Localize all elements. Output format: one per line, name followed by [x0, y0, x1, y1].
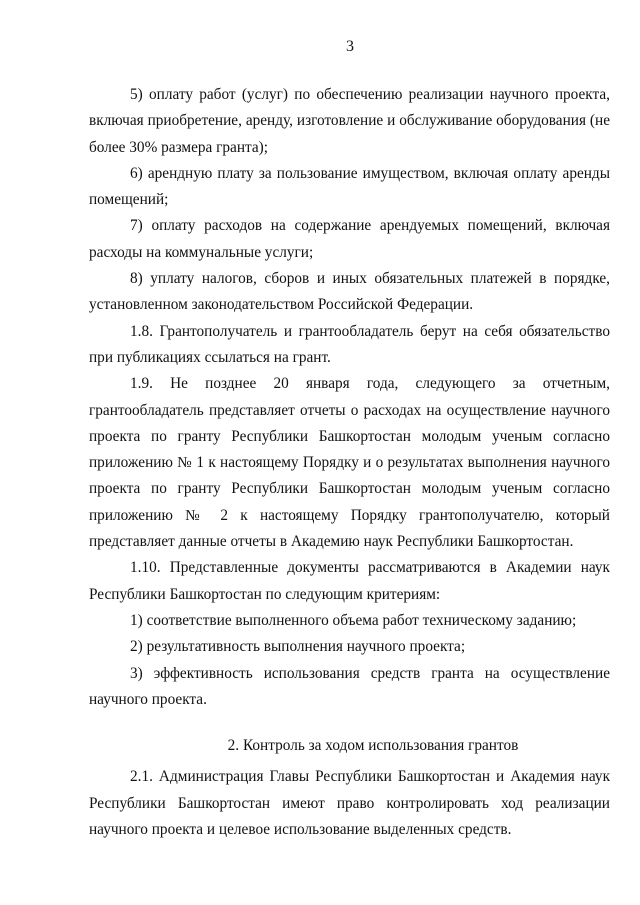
section-heading: 2. Контроль за ходом использования грантов: [227, 737, 519, 755]
criterion-2: 2) результативность выполнения научного проекта;: [130, 638, 466, 656]
paragraph-1-8: 1.8. Грантополучатель и грантообладатель берут на себя обязательство при публикациях ссылаться на грант.: [89, 322, 610, 366]
paragraph-1-9: 1.9. Не позднее 20 января года, следующего за отчетным, грантообладатель представляет отчеты о расходах на осуществление научного проекта по гранту Республики Башкортостан молодым ученым согласно приложению № 1 к настоящему Порядку и о результатах выполнения научного проекта по гранту Республики Башкортостан молодым ученым согласно приложению № 2 к настоящему Порядку грантополучателю, который представляет данные отчеты в Академию наук Республики Башкортостан.: [89, 375, 610, 551]
page-number: 3: [346, 38, 354, 55]
paragraph-2-1: 2.1. Администрация Главы Республики Башкортостан и Академия наук Республики Башкортостан имеют право контролировать ход реализации научного проекта и целевое использование выделенных средств.: [89, 768, 610, 839]
document-body: [89, 82, 610, 843]
paragraph-item-5: 5) оплату работ (услуг) по обеспечению реализации научного проекта, включая приобретение, аренду, изготовление и обслуживание оборудования (не более 30% размера гранта);: [89, 86, 610, 156]
criterion-3: 3) эффективность использования средств гранта на осуществление научного проекта.: [89, 664, 610, 708]
paragraph-item-8: 8) уплату налогов, сборов и иных обязательных платежей в порядке, установленном законодательством Российской Федерации.: [89, 270, 610, 314]
paragraph-item-6: 6) арендную плату за пользование имуществом, включая оплату аренды помещений;: [89, 164, 610, 209]
criterion-1: 1) соответствие выполненного объема работ техническому заданию;: [130, 611, 577, 629]
paragraph-item-7: 7) оплату расходов на содержание арендуемых помещений, включая расходы на коммунальные услуги;: [89, 217, 610, 261]
paragraph-1-10: 1.10. Представленные документы рассматриваются в Академии наук Республики Башкортостан по следующим критериям:: [89, 559, 610, 603]
